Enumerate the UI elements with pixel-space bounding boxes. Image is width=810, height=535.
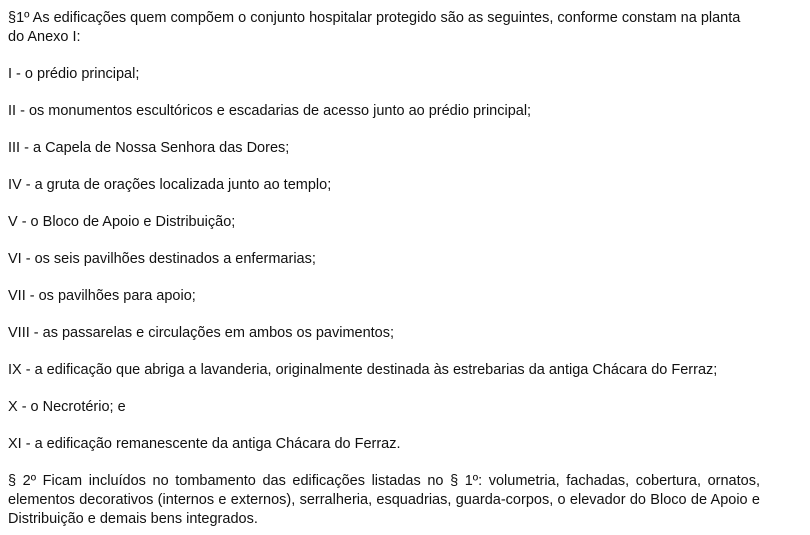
document-body bbox=[8, 9, 760, 529]
list-item-ii: II - os monumentos escultóricos e escadarias de acesso junto ao prédio principal; bbox=[8, 103, 532, 119]
list-item-iii: III - a Capela de Nossa Senhora das Dores; bbox=[8, 140, 290, 156]
list-item-ix: IX - a edificação que abriga a lavanderia, originalmente destinada às estrebarias da antiga Chácara do Ferraz; bbox=[8, 362, 718, 378]
list-item-x: X - o Necrotério; e bbox=[8, 399, 126, 415]
list-item-xi: XI - a edificação remanescente da antiga Chácara do Ferraz. bbox=[8, 436, 401, 452]
paragraph-1-intro: §1º As edificações quem compõem o conjunto hospitalar protegido são as seguintes, conforme constam na planta do Anexo I: bbox=[8, 10, 741, 45]
paragraph-2-section: § 2º Ficam incluídos no tombamento das edificações listadas no § 1º: volumetria, fachadas, cobertura, ornatos, elementos decorativos (internos e externos), serralheria, esquadrias, guarda-corpos, o elevador do Bloco de Apoio e Distribuição e demais bens integrados. bbox=[8, 473, 760, 527]
list-item-vii: VII - os pavilhões para apoio; bbox=[8, 288, 196, 304]
list-item-iv: IV - a gruta de orações localizada junto ao templo; bbox=[8, 177, 332, 193]
list-item-viii: VIII - as passarelas e circulações em ambos os pavimentos; bbox=[8, 325, 395, 341]
list-item-vi: VI - os seis pavilhões destinados a enfermarias; bbox=[8, 251, 316, 267]
list-item-i: I - o prédio principal; bbox=[8, 66, 140, 82]
list-item-v: V - o Bloco de Apoio e Distribuição; bbox=[8, 214, 236, 230]
